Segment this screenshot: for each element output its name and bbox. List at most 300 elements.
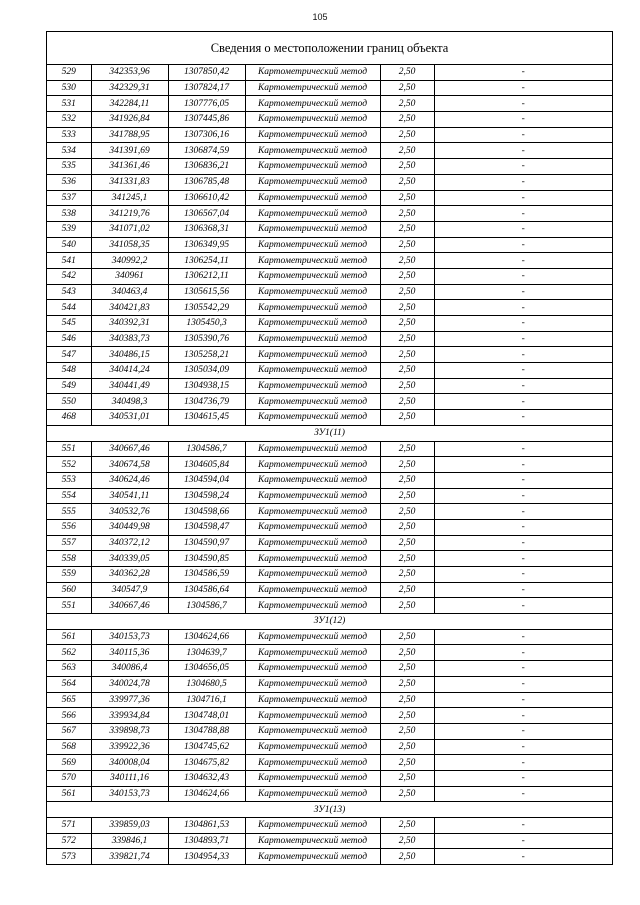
y-coordinate-cell: 1304938,15 (168, 378, 245, 394)
point-number-cell: 552 (47, 457, 91, 473)
table-row (47, 410, 612, 426)
y-coordinate-cell: 1304639,7 (168, 645, 245, 661)
table-row (47, 174, 612, 190)
table-row (47, 770, 612, 786)
x-coordinate-cell: 340086,4 (91, 661, 168, 677)
x-coordinate-cell: 339922,36 (91, 739, 168, 755)
description-cell: - (434, 363, 612, 379)
table-row (47, 206, 612, 222)
point-number-cell: 566 (47, 708, 91, 724)
accuracy-cell: 2,50 (380, 206, 434, 222)
method-cell: Картометрический метод (245, 65, 380, 80)
point-number-cell: 546 (47, 331, 91, 347)
table-row (47, 441, 612, 457)
point-number-cell: 551 (47, 598, 91, 614)
description-cell: - (434, 849, 612, 864)
method-cell: Картометрический метод (245, 786, 380, 802)
table-row (47, 378, 612, 394)
point-number-cell: 535 (47, 159, 91, 175)
y-coordinate-cell: 1307850,42 (168, 65, 245, 80)
accuracy-cell: 2,50 (380, 284, 434, 300)
y-coordinate-cell: 1304745,62 (168, 739, 245, 755)
method-cell: Картометрический метод (245, 676, 380, 692)
x-coordinate-cell: 340115,36 (91, 645, 168, 661)
point-number-cell: 548 (47, 363, 91, 379)
point-number-cell: 561 (47, 786, 91, 802)
method-cell: Картометрический метод (245, 143, 380, 159)
x-coordinate-cell: 339859,03 (91, 818, 168, 834)
accuracy-cell: 2,50 (380, 833, 434, 849)
point-number-cell: 556 (47, 519, 91, 535)
method-cell: Картометрический метод (245, 739, 380, 755)
description-cell: - (434, 488, 612, 504)
accuracy-cell: 2,50 (380, 708, 434, 724)
y-coordinate-cell: 1304716,1 (168, 692, 245, 708)
x-coordinate-cell: 340111,16 (91, 770, 168, 786)
x-coordinate-cell: 340531,01 (91, 410, 168, 426)
table-row (47, 692, 612, 708)
table-row (47, 598, 612, 614)
point-number-cell: 538 (47, 206, 91, 222)
accuracy-cell: 2,50 (380, 598, 434, 614)
accuracy-cell: 2,50 (380, 378, 434, 394)
table-row (47, 159, 612, 175)
y-coordinate-cell: 1304748,01 (168, 708, 245, 724)
x-coordinate-cell: 340153,73 (91, 629, 168, 645)
y-coordinate-cell: 1305034,09 (168, 363, 245, 379)
y-coordinate-cell: 1306874,59 (168, 143, 245, 159)
method-cell: Картометрический метод (245, 818, 380, 834)
x-coordinate-cell: 340392,31 (91, 316, 168, 332)
method-cell: Картометрический метод (245, 833, 380, 849)
description-cell: - (434, 535, 612, 551)
accuracy-cell: 2,50 (380, 268, 434, 284)
y-coordinate-cell: 1304632,43 (168, 770, 245, 786)
x-coordinate-cell: 341071,02 (91, 221, 168, 237)
description-cell: - (434, 159, 612, 175)
accuracy-cell: 2,50 (380, 237, 434, 253)
y-coordinate-cell: 1304736,79 (168, 394, 245, 410)
accuracy-cell: 2,50 (380, 347, 434, 363)
x-coordinate-cell: 339898,73 (91, 723, 168, 739)
method-cell: Картометрический метод (245, 316, 380, 332)
accuracy-cell: 2,50 (380, 174, 434, 190)
accuracy-cell: 2,50 (380, 65, 434, 80)
point-number-cell: 543 (47, 284, 91, 300)
x-coordinate-cell: 340372,12 (91, 535, 168, 551)
method-cell: Картометрический метод (245, 363, 380, 379)
point-number-cell: 560 (47, 582, 91, 598)
section-header-row (47, 425, 612, 441)
description-cell: - (434, 127, 612, 143)
accuracy-cell: 2,50 (380, 221, 434, 237)
y-coordinate-cell: 1304598,66 (168, 504, 245, 520)
method-cell: Картометрический метод (245, 723, 380, 739)
table-row (47, 488, 612, 504)
accuracy-cell: 2,50 (380, 645, 434, 661)
accuracy-cell: 2,50 (380, 80, 434, 96)
method-cell: Картометрический метод (245, 159, 380, 175)
description-cell: - (434, 253, 612, 269)
method-cell: Картометрический метод (245, 190, 380, 206)
accuracy-cell: 2,50 (380, 723, 434, 739)
accuracy-cell: 2,50 (380, 331, 434, 347)
table-row (47, 394, 612, 410)
description-cell: - (434, 331, 612, 347)
method-cell: Картометрический метод (245, 535, 380, 551)
accuracy-cell: 2,50 (380, 629, 434, 645)
description-cell: - (434, 221, 612, 237)
y-coordinate-cell: 1307776,05 (168, 96, 245, 112)
description-cell: - (434, 629, 612, 645)
description-cell: - (434, 661, 612, 677)
table-row (47, 818, 612, 834)
method-cell: Картометрический метод (245, 80, 380, 96)
y-coordinate-cell: 1304788,88 (168, 723, 245, 739)
point-number-cell: 532 (47, 112, 91, 128)
method-cell: Картометрический метод (245, 394, 380, 410)
accuracy-cell: 2,50 (380, 410, 434, 426)
accuracy-cell: 2,50 (380, 739, 434, 755)
description-cell: - (434, 755, 612, 771)
description-cell: - (434, 112, 612, 128)
y-coordinate-cell: 1304586,59 (168, 567, 245, 583)
method-cell: Картометрический метод (245, 755, 380, 771)
x-coordinate-cell: 340541,11 (91, 488, 168, 504)
accuracy-cell: 2,50 (380, 112, 434, 128)
accuracy-cell: 2,50 (380, 504, 434, 520)
table-row (47, 65, 612, 80)
accuracy-cell: 2,50 (380, 488, 434, 504)
y-coordinate-cell: 1306567,04 (168, 206, 245, 222)
y-coordinate-cell: 1306212,11 (168, 268, 245, 284)
x-coordinate-cell: 340674,58 (91, 457, 168, 473)
point-number-cell: 545 (47, 316, 91, 332)
method-cell: Картометрический метод (245, 692, 380, 708)
table-title: Сведения о местоположении границ объекта (47, 32, 612, 65)
description-cell: - (434, 65, 612, 80)
accuracy-cell: 2,50 (380, 316, 434, 332)
table-row (47, 363, 612, 379)
x-coordinate-cell: 340961 (91, 268, 168, 284)
accuracy-cell: 2,50 (380, 535, 434, 551)
point-number-cell: 533 (47, 127, 91, 143)
description-cell: - (434, 708, 612, 724)
x-coordinate-cell: 340383,73 (91, 331, 168, 347)
table-row (47, 96, 612, 112)
x-coordinate-cell: 341331,83 (91, 174, 168, 190)
point-number-cell: 563 (47, 661, 91, 677)
table-row (47, 519, 612, 535)
accuracy-cell: 2,50 (380, 849, 434, 864)
y-coordinate-cell: 1306785,48 (168, 174, 245, 190)
x-coordinate-cell: 340362,28 (91, 567, 168, 583)
method-cell: Картометрический метод (245, 253, 380, 269)
accuracy-cell: 2,50 (380, 457, 434, 473)
y-coordinate-cell: 1304624,66 (168, 786, 245, 802)
method-cell: Картометрический метод (245, 582, 380, 598)
accuracy-cell: 2,50 (380, 519, 434, 535)
accuracy-cell: 2,50 (380, 143, 434, 159)
method-cell: Картометрический метод (245, 457, 380, 473)
point-number-cell: 569 (47, 755, 91, 771)
method-cell: Картометрический метод (245, 221, 380, 237)
accuracy-cell: 2,50 (380, 551, 434, 567)
description-cell: - (434, 582, 612, 598)
method-cell: Картометрический метод (245, 347, 380, 363)
method-cell: Картометрический метод (245, 331, 380, 347)
table-row (47, 80, 612, 96)
section-label: ЗУ1(12) (47, 614, 612, 630)
table-row (47, 755, 612, 771)
method-cell: Картометрический метод (245, 237, 380, 253)
description-cell: - (434, 284, 612, 300)
y-coordinate-cell: 1305258,21 (168, 347, 245, 363)
description-cell: - (434, 739, 612, 755)
x-coordinate-cell: 341245,1 (91, 190, 168, 206)
table-row (47, 582, 612, 598)
point-number-cell: 553 (47, 472, 91, 488)
point-number-cell: 547 (47, 347, 91, 363)
table-row (47, 112, 612, 128)
table-row (47, 535, 612, 551)
description-cell: - (434, 567, 612, 583)
point-number-cell: 549 (47, 378, 91, 394)
table-row (47, 676, 612, 692)
point-number-cell: 557 (47, 535, 91, 551)
y-coordinate-cell: 1307824,17 (168, 80, 245, 96)
y-coordinate-cell: 1305542,29 (168, 300, 245, 316)
x-coordinate-cell: 340463,4 (91, 284, 168, 300)
method-cell: Картометрический метод (245, 472, 380, 488)
point-number-cell: 551 (47, 441, 91, 457)
description-cell: - (434, 190, 612, 206)
point-number-cell: 544 (47, 300, 91, 316)
table-row (47, 551, 612, 567)
method-cell: Картометрический метод (245, 112, 380, 128)
table-row (47, 221, 612, 237)
description-cell: - (434, 96, 612, 112)
x-coordinate-cell: 342284,11 (91, 96, 168, 112)
accuracy-cell: 2,50 (380, 818, 434, 834)
table-row (47, 347, 612, 363)
method-cell: Картометрический метод (245, 567, 380, 583)
description-cell: - (434, 786, 612, 802)
point-number-cell: 530 (47, 80, 91, 96)
x-coordinate-cell: 339846,1 (91, 833, 168, 849)
accuracy-cell: 2,50 (380, 441, 434, 457)
description-cell: - (434, 174, 612, 190)
y-coordinate-cell: 1304624,66 (168, 629, 245, 645)
point-number-cell: 539 (47, 221, 91, 237)
table-row (47, 645, 612, 661)
description-cell: - (434, 770, 612, 786)
section-label: ЗУ1(11) (47, 425, 612, 441)
table-row (47, 661, 612, 677)
point-number-cell: 568 (47, 739, 91, 755)
description-cell: - (434, 300, 612, 316)
x-coordinate-cell: 340339,05 (91, 551, 168, 567)
method-cell: Картометрический метод (245, 488, 380, 504)
y-coordinate-cell: 1304590,97 (168, 535, 245, 551)
description-cell: - (434, 394, 612, 410)
y-coordinate-cell: 1304675,82 (168, 755, 245, 771)
accuracy-cell: 2,50 (380, 159, 434, 175)
point-number-cell: 540 (47, 237, 91, 253)
point-number-cell: 542 (47, 268, 91, 284)
description-cell: - (434, 645, 612, 661)
description-cell: - (434, 519, 612, 535)
point-number-cell: 573 (47, 849, 91, 864)
description-cell: - (434, 378, 612, 394)
table-row (47, 143, 612, 159)
method-cell: Картометрический метод (245, 96, 380, 112)
x-coordinate-cell: 340414,24 (91, 363, 168, 379)
accuracy-cell: 2,50 (380, 394, 434, 410)
point-number-cell: 559 (47, 567, 91, 583)
point-number-cell: 554 (47, 488, 91, 504)
table-row (47, 786, 612, 802)
x-coordinate-cell: 340547,9 (91, 582, 168, 598)
accuracy-cell: 2,50 (380, 692, 434, 708)
y-coordinate-cell: 1304680,5 (168, 676, 245, 692)
table-row (47, 629, 612, 645)
x-coordinate-cell: 340667,46 (91, 598, 168, 614)
method-cell: Картометрический метод (245, 519, 380, 535)
method-cell: Картометрический метод (245, 645, 380, 661)
y-coordinate-cell: 1306610,42 (168, 190, 245, 206)
accuracy-cell: 2,50 (380, 676, 434, 692)
method-cell: Картометрический метод (245, 174, 380, 190)
method-cell: Картометрический метод (245, 708, 380, 724)
x-coordinate-cell: 341926,84 (91, 112, 168, 128)
y-coordinate-cell: 1304893,71 (168, 833, 245, 849)
point-number-cell: 564 (47, 676, 91, 692)
point-number-cell: 571 (47, 818, 91, 834)
method-cell: Картометрический метод (245, 504, 380, 520)
boundary-table-sheet (46, 31, 613, 865)
method-cell: Картометрический метод (245, 629, 380, 645)
method-cell: Картометрический метод (245, 268, 380, 284)
description-cell: - (434, 316, 612, 332)
y-coordinate-cell: 1304586,7 (168, 598, 245, 614)
y-coordinate-cell: 1304615,45 (168, 410, 245, 426)
y-coordinate-cell: 1307445,86 (168, 112, 245, 128)
description-cell: - (434, 80, 612, 96)
method-cell: Картометрический метод (245, 849, 380, 864)
description-cell: - (434, 268, 612, 284)
table-row (47, 300, 612, 316)
description-cell: - (434, 410, 612, 426)
method-cell: Картометрический метод (245, 378, 380, 394)
point-number-cell: 565 (47, 692, 91, 708)
y-coordinate-cell: 1305450,3 (168, 316, 245, 332)
method-cell: Картометрический метод (245, 300, 380, 316)
table-row (47, 237, 612, 253)
point-number-cell: 541 (47, 253, 91, 269)
method-cell: Картометрический метод (245, 770, 380, 786)
x-coordinate-cell: 340498,3 (91, 394, 168, 410)
description-cell: - (434, 818, 612, 834)
description-cell: - (434, 551, 612, 567)
x-coordinate-cell: 340449,98 (91, 519, 168, 535)
method-cell: Картометрический метод (245, 551, 380, 567)
boundary-coordinates-table (47, 65, 612, 864)
y-coordinate-cell: 1305615,56 (168, 284, 245, 300)
description-cell: - (434, 692, 612, 708)
x-coordinate-cell: 340992,2 (91, 253, 168, 269)
y-coordinate-cell: 1304861,53 (168, 818, 245, 834)
table-row (47, 723, 612, 739)
section-label: ЗУ1(13) (47, 802, 612, 818)
method-cell: Картометрический метод (245, 441, 380, 457)
point-number-cell: 561 (47, 629, 91, 645)
y-coordinate-cell: 1304598,47 (168, 519, 245, 535)
point-number-cell: 534 (47, 143, 91, 159)
y-coordinate-cell: 1304954,33 (168, 849, 245, 864)
point-number-cell: 570 (47, 770, 91, 786)
point-number-cell: 529 (47, 65, 91, 80)
y-coordinate-cell: 1304590,85 (168, 551, 245, 567)
table-row (47, 739, 612, 755)
x-coordinate-cell: 339977,36 (91, 692, 168, 708)
accuracy-cell: 2,50 (380, 770, 434, 786)
point-number-cell: 531 (47, 96, 91, 112)
description-cell: - (434, 237, 612, 253)
table-row (47, 127, 612, 143)
x-coordinate-cell: 340441,49 (91, 378, 168, 394)
accuracy-cell: 2,50 (380, 127, 434, 143)
y-coordinate-cell: 1306349,95 (168, 237, 245, 253)
method-cell: Картометрический метод (245, 206, 380, 222)
method-cell: Картометрический метод (245, 410, 380, 426)
x-coordinate-cell: 340624,46 (91, 472, 168, 488)
y-coordinate-cell: 1306836,21 (168, 159, 245, 175)
x-coordinate-cell: 340024,78 (91, 676, 168, 692)
point-number-cell: 536 (47, 174, 91, 190)
table-row (47, 849, 612, 864)
y-coordinate-cell: 1305390,76 (168, 331, 245, 347)
x-coordinate-cell: 342353,96 (91, 65, 168, 80)
x-coordinate-cell: 342329,31 (91, 80, 168, 96)
table-row (47, 833, 612, 849)
description-cell: - (434, 143, 612, 159)
table-row (47, 472, 612, 488)
point-number-cell: 555 (47, 504, 91, 520)
x-coordinate-cell: 341058,35 (91, 237, 168, 253)
x-coordinate-cell: 341219,76 (91, 206, 168, 222)
table-row (47, 253, 612, 269)
accuracy-cell: 2,50 (380, 786, 434, 802)
y-coordinate-cell: 1304586,64 (168, 582, 245, 598)
table-row (47, 268, 612, 284)
x-coordinate-cell: 340532,76 (91, 504, 168, 520)
point-number-cell: 468 (47, 410, 91, 426)
accuracy-cell: 2,50 (380, 755, 434, 771)
description-cell: - (434, 504, 612, 520)
description-cell: - (434, 723, 612, 739)
accuracy-cell: 2,50 (380, 661, 434, 677)
page-number: 105 (312, 12, 328, 22)
table-row (47, 457, 612, 473)
table-row (47, 316, 612, 332)
accuracy-cell: 2,50 (380, 363, 434, 379)
accuracy-cell: 2,50 (380, 190, 434, 206)
x-coordinate-cell: 340486,15 (91, 347, 168, 363)
description-cell: - (434, 347, 612, 363)
method-cell: Картометрический метод (245, 598, 380, 614)
point-number-cell: 572 (47, 833, 91, 849)
